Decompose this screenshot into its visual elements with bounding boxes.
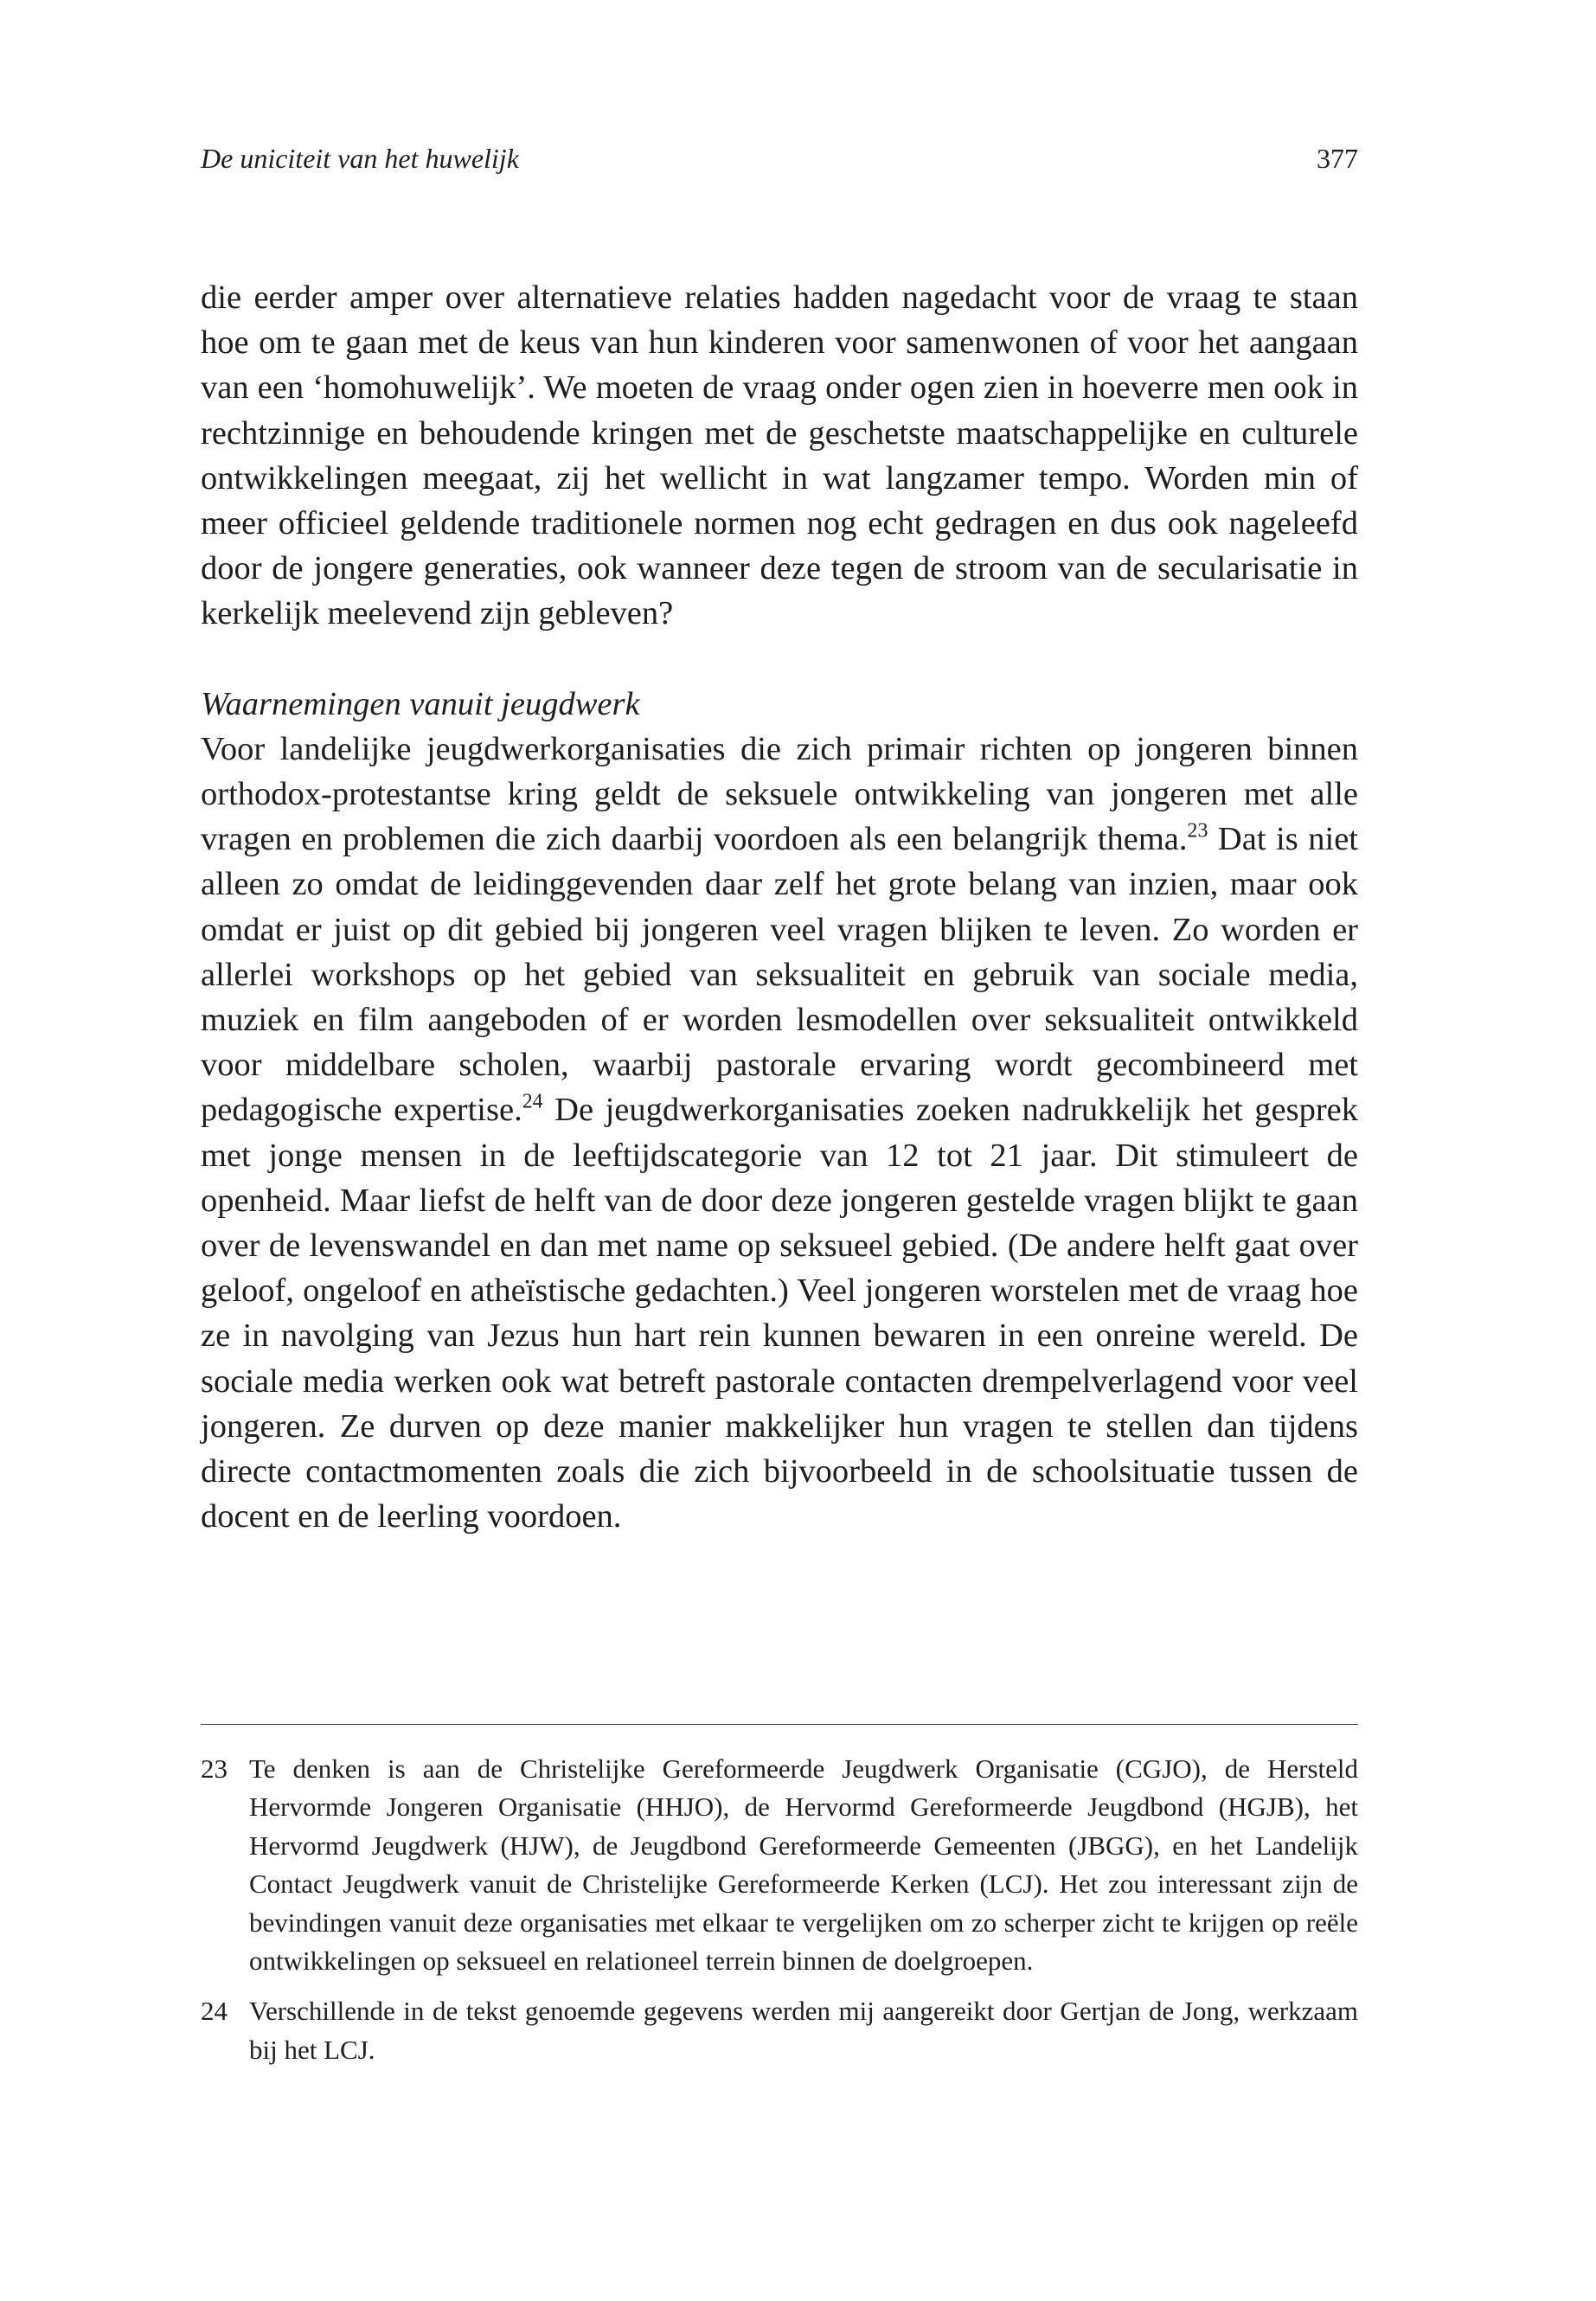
footnotes (201, 1750, 1358, 2069)
running-header (201, 137, 1358, 180)
paragraph-1: die eerder amper over alternatieve relaties hadden nagedacht voor de vraag te staan hoe om te gaan met de keus van hun kinderen voor samenwonen of voor het aangaan van een ‘homohuwelijk’. We moeten de vraag onder ogen zien in hoeverre men ook in rechtzinnige en behoudende kringen met de geschetste maatschappelijke en culturele ontwikkelingen meegaat, zij het wellicht in wat langzamer tempo. Worden min of meer officieel geldende traditionele normen nog echt gedragen en dus ook nageleefd door de jongere generaties, ook wanneer deze tegen de stroom van de secularisatie in kerkelijk meelevend zijn gebleven? (201, 279, 1358, 632)
section-heading: Waarnemingen vanuit jeugdwerk (201, 685, 640, 722)
footnote-number: 24 (201, 1996, 228, 2027)
footnote-divider (201, 1724, 1358, 1725)
running-title: De uniciteit van het huwelijk (201, 143, 519, 174)
footnote-text: Te denken is aan de Christelijke Gereformeerde Jeugdwerk Organisatie (CGJO), de Hersteld Hervormde Jongeren Organisatie (HHJO), de Hervormd Gereformeerde Jeugdbond (HGJB), het Hervormd Jeugdwerk (HJW), de Jeugdbond Gereformeerde Gemeenten (JBGG), en het Landelijk Contact Jeugdwerk vanuit de Christelijke Gereformeerde Kerken (LCJ). Het zou interessant zijn de bevindingen vanuit deze organisaties met elkaar te vergelijken om zo scherper zicht te krijgen op reële ontwikkelingen op seksueel en relationeel terrein binnen de doelgroepen. (249, 1753, 1358, 1977)
paragraph-2-part-3: De jeugdwerkorganisaties zoeken nadrukkelijk het gesprek met jonge mensen in de leeftijdscategorie van 12 tot 21 jaar. Dit stimuleert de openheid. Maar liefst de helft van de door deze jongeren gestelde vragen blijkt te gaan over de levenswandel en dan met name op seksueel gebied. (De andere helft gaat over geloof, ongeloof en atheïstische gedachten.) Veel jongeren worstelen met de vraag hoe ze in navolging van Jezus hun hart rein kunnen bewaren in een onreine wereld. De sociale media werken ook wat betreft pastorale contacten drempelverlagend voor veel jongeren. Ze durven op deze manier makkelijker hun vragen te stellen dan tijdens directe contactmomenten zoals die zich bijvoorbeeld in de schoolsituatie tussen de docent en de leerling voordoen. (201, 1092, 1358, 1535)
paragraph-2 (201, 727, 1358, 1540)
footnote-ref-23[interactable]: 23 (1187, 819, 1208, 843)
footnote-ref-24[interactable]: 24 (522, 1091, 543, 1114)
paragraph-2-part-1: Voor landelijke jeugdwerkorganisaties die zich primair richten op jongeren binnen orthodox-protestantse kring geldt de seksuele ontwikkeling van jongeren met alle vragen en problemen die zich daarbij voordoen als een belangrijk thema. (201, 730, 1358, 858)
footnote-number: 23 (201, 1753, 228, 1784)
footnote-23 (201, 1750, 1358, 1980)
body-text (201, 275, 1358, 1539)
paragraph-2-part-2: Dat is niet alleen zo omdat de leidinggevenden daar zelf het grote belang van inzien, maar ook omdat er juist op dit gebied bij jongeren veel vragen blijken te leven. Zo worden er allerlei workshops op het gebied van seksualiteit en gebruik van sociale media, muziek en film aangeboden of er worden lesmodellen over seksualiteit ontwikkeld voor middelbare scholen, waarbij pastorale ervaring wordt gecombineerd met pedagogische expertise. (201, 821, 1358, 1129)
footnote-text: Verschillende in de tekst genoemde gegevens werden mij aangereikt door Gertjan de Jong, werkzaam bij het LCJ. (249, 1996, 1358, 2065)
footnote-24 (201, 1992, 1358, 2069)
page-number: 377 (1317, 143, 1358, 174)
